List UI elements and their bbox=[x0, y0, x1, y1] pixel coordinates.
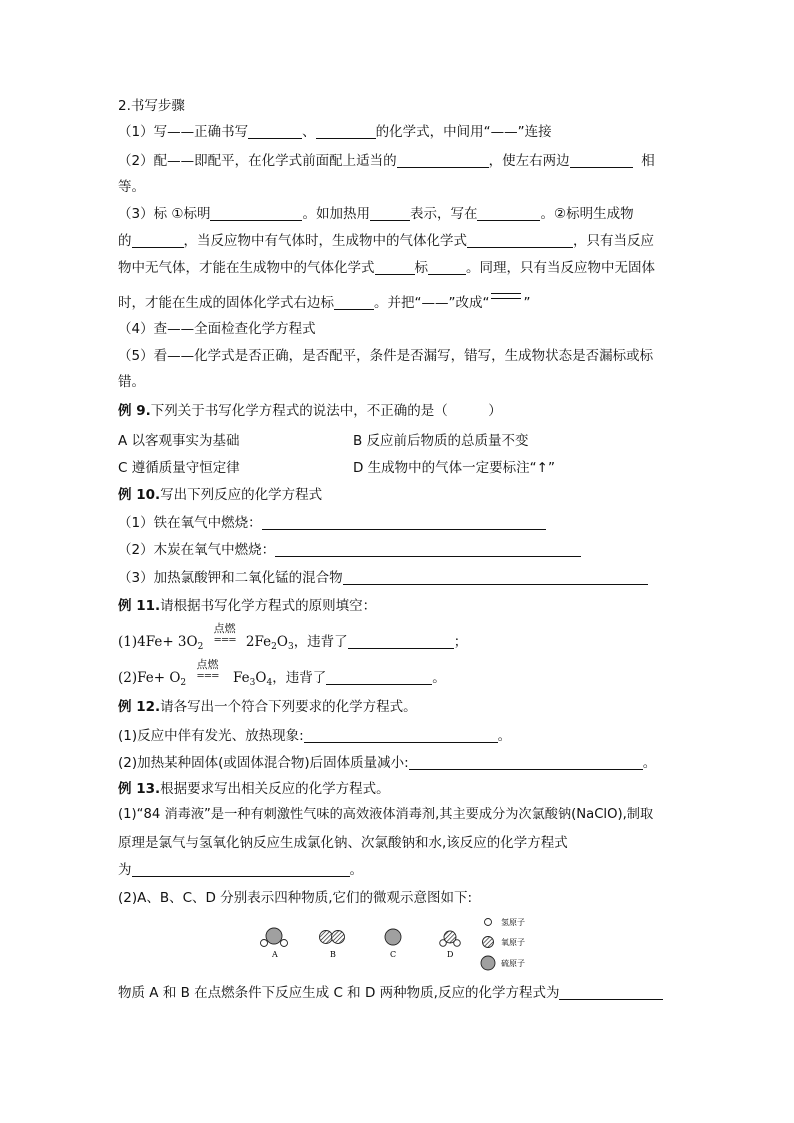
equation-2-product: Fe bbox=[233, 670, 250, 686]
example-13-question bbox=[118, 780, 390, 798]
legend-sulfur: 硫原子 bbox=[501, 959, 525, 968]
step-3-text-f: ，当反应物中有气体时，生成物中的气体化学式 bbox=[183, 233, 467, 249]
q1-end: ； bbox=[453, 634, 468, 650]
example-13-q1-line2: 原理是氯气与氢氧化钠反应生成氯化钠、次氯酸钠和水,该反应的化学方程式 bbox=[118, 835, 568, 851]
section-title: 2.书写步骤 bbox=[118, 98, 185, 114]
answer-blank[interactable] bbox=[343, 570, 648, 585]
example-13-label: 例 13. bbox=[118, 781, 161, 797]
step-2-text: （2）配——即配平，在化学式前面配上适当的 bbox=[118, 153, 397, 169]
hydrogen-legend-icon bbox=[485, 919, 492, 926]
answer-blank[interactable] bbox=[326, 670, 432, 685]
step-3-text-i: 标 bbox=[414, 260, 428, 276]
step-3-text-g: ，只有当反应 bbox=[573, 233, 654, 249]
step-2-line bbox=[118, 152, 655, 170]
option-b[interactable]: B 反应前后物质的总质量不变 bbox=[353, 433, 529, 449]
answer-blank[interactable] bbox=[132, 862, 350, 877]
blank[interactable] bbox=[370, 206, 410, 221]
molecule-c bbox=[385, 929, 401, 959]
example-13-q2-answer bbox=[118, 984, 663, 1002]
example-11-label: 例 11. bbox=[118, 598, 161, 614]
q1-end: 。 bbox=[349, 862, 363, 878]
blank[interactable] bbox=[248, 124, 302, 139]
q2-text: 物质 A 和 B 在点燃条件下反应生成 C 和 D 两种物质,反应的化学方程式为 bbox=[118, 985, 560, 1001]
blank[interactable] bbox=[477, 206, 540, 221]
subscript: 4 bbox=[266, 678, 273, 688]
step-1-sep: 、 bbox=[302, 124, 316, 140]
step-3-text: （3）标 ①标明 bbox=[118, 206, 211, 222]
q2-text: (2)加热某种固体(或固体混合物)后固体质量减小: bbox=[118, 755, 409, 771]
sulfur-atom bbox=[385, 929, 401, 945]
answer-blank[interactable] bbox=[262, 515, 546, 530]
ignition-condition bbox=[208, 622, 242, 648]
molecule-a bbox=[261, 928, 288, 959]
hydrogen-atom bbox=[281, 940, 288, 947]
blank[interactable] bbox=[334, 295, 374, 310]
example-11-question bbox=[118, 597, 376, 615]
condition-label: 点燃 bbox=[213, 622, 236, 635]
example-9-text: 下列关于书写化学方程式的说法中，不正确的是（ ） bbox=[150, 403, 502, 419]
step-3-text-e: 的 bbox=[118, 233, 132, 249]
answer-blank[interactable] bbox=[409, 755, 643, 770]
hydrogen-atom bbox=[261, 940, 268, 947]
q2-text: （2）木炭在氧气中燃烧： bbox=[118, 542, 276, 558]
label-b: B bbox=[330, 950, 336, 959]
example-13-q1-line1: (1)“84 消毒液”是一种有刺激性气味的高效液体消毒剂,其主要成分为次氯酸钠(NaClO),制取 bbox=[118, 807, 654, 822]
answer-blank[interactable] bbox=[275, 542, 581, 557]
step-1-text: （1）写——正确书写 bbox=[118, 124, 249, 140]
blank[interactable] bbox=[428, 260, 466, 275]
subscript: 3 bbox=[249, 678, 256, 688]
example-10-label: 例 10. bbox=[118, 487, 161, 503]
step-3-line bbox=[118, 205, 634, 223]
subscript: 2 bbox=[197, 642, 204, 652]
example-12-q1 bbox=[118, 727, 511, 745]
legend-oxygen: 氧原子 bbox=[501, 938, 525, 947]
answer-blank[interactable] bbox=[304, 728, 498, 743]
step-3-text-l: 。并把“——”改成“ bbox=[374, 295, 490, 311]
molecule-d bbox=[440, 931, 461, 959]
q1-text: （1）铁在氧气中燃烧： bbox=[118, 515, 262, 531]
step-3-line-3 bbox=[118, 259, 655, 277]
sulfur-atom bbox=[266, 928, 282, 944]
step-5-line: （5）看——化学式是否正确，是否配平，条件是否漏写，错写，生成物状态是否漏标或标 bbox=[118, 348, 654, 364]
example-11-text: 请根据书写化学方程式的原则填空： bbox=[160, 598, 377, 614]
subscript: 2 bbox=[180, 678, 187, 688]
step-2-line-2: 等。 bbox=[118, 179, 145, 195]
example-12-q2 bbox=[118, 754, 656, 772]
q1-tail: ，违背了 bbox=[293, 634, 348, 650]
equation-2-reactants: (2)Fe+ O bbox=[118, 670, 181, 686]
blank[interactable] bbox=[467, 233, 573, 248]
oxygen-legend-icon bbox=[483, 937, 494, 948]
ignition-condition bbox=[190, 658, 224, 684]
oxygen-atom bbox=[332, 931, 345, 944]
example-12-question bbox=[118, 698, 417, 716]
legend-hydrogen: 氢原子 bbox=[501, 918, 525, 927]
q2-end: 。 bbox=[642, 755, 657, 771]
equation-2-product-o: O bbox=[255, 670, 267, 686]
q2-end: 。 bbox=[432, 670, 446, 686]
step-3-text-c: 表示，写在 bbox=[409, 206, 478, 222]
blank[interactable] bbox=[375, 260, 415, 275]
blank[interactable] bbox=[132, 233, 184, 248]
step-3-text-d: 。②标明生成物 bbox=[540, 206, 634, 222]
q1-end: 。 bbox=[497, 728, 512, 744]
label-a: A bbox=[272, 950, 278, 959]
equals-bars: === bbox=[196, 671, 219, 682]
equals-bars: === bbox=[213, 635, 236, 646]
subscript: 3 bbox=[287, 642, 294, 652]
step-3-text-b: 。如加热用 bbox=[302, 206, 370, 222]
example-10-q1 bbox=[118, 514, 546, 532]
example-13-text: 根据要求写出相关反应的化学方程式。 bbox=[160, 781, 390, 797]
condition-label: 点燃 bbox=[196, 658, 219, 671]
answer-blank[interactable] bbox=[559, 985, 663, 1000]
equation-1-product: 2Fe bbox=[245, 634, 272, 650]
example-10-q2 bbox=[118, 541, 581, 559]
option-d[interactable]: D 生成物中的气体一定要标注“↑” bbox=[353, 460, 555, 476]
equation-1-product-o: O bbox=[276, 634, 288, 650]
step-2-mid: ，使左右两边 bbox=[488, 153, 570, 169]
example-9-label: 例 9. bbox=[118, 403, 151, 419]
example-10-question bbox=[118, 486, 322, 504]
q3-text: （3）加热氯酸钾和二氧化锰的混合物 bbox=[118, 570, 343, 586]
step-3-text-h: 物中无气体，才能在生成物中的气体化学式 bbox=[118, 260, 375, 276]
blank[interactable] bbox=[210, 206, 302, 221]
example-13-q1-line3 bbox=[118, 861, 363, 879]
q2-tail: ，违背了 bbox=[272, 670, 327, 686]
step-3-text-k: 时，才能在生成的固体化学式右边标 bbox=[118, 295, 334, 311]
blank[interactable] bbox=[316, 124, 376, 139]
example-11-q2 bbox=[118, 658, 446, 692]
step-3-line-4 bbox=[118, 293, 530, 312]
step-1-line bbox=[118, 123, 552, 141]
example-10-q3 bbox=[118, 569, 648, 587]
molecule-diagram bbox=[250, 913, 550, 975]
double-line-symbol bbox=[491, 293, 521, 299]
step-3-text-j: 。同理，只有当反应物中无固体 bbox=[466, 260, 655, 276]
option-a[interactable]: A 以客观事实为基础 bbox=[118, 433, 240, 449]
step-4-line: （4）查——全面检查化学方程式 bbox=[118, 321, 316, 337]
answer-blank[interactable] bbox=[348, 634, 454, 649]
q1-text: (1)反应中伴有发光、放热现象: bbox=[118, 728, 304, 744]
blank[interactable] bbox=[397, 153, 489, 168]
step-1-text-end: 的化学式，中间用“——”连接 bbox=[375, 124, 552, 140]
label-c: C bbox=[390, 950, 397, 959]
q1-text: 为 bbox=[118, 862, 132, 878]
label-d: D bbox=[447, 950, 454, 959]
step-5-line-2: 错。 bbox=[118, 374, 145, 390]
example-13-q2: (2)A、B、C、D 分别表示四种物质,它们的微观示意图如下: bbox=[118, 890, 473, 906]
diagram-legend bbox=[481, 917, 525, 970]
example-12-label: 例 12. bbox=[118, 699, 161, 715]
molecule-b bbox=[320, 931, 345, 960]
step-2-end: 相 bbox=[641, 153, 655, 169]
option-c[interactable]: C 遵循质量守恒定律 bbox=[118, 460, 240, 476]
blank[interactable] bbox=[570, 153, 633, 168]
example-11-q1 bbox=[118, 622, 468, 656]
example-9-question bbox=[118, 402, 502, 420]
step-3-text-m: ” bbox=[523, 295, 531, 311]
equation-1-reactants: (1)4Fe+ 3O bbox=[118, 634, 198, 650]
sulfur-legend-icon bbox=[481, 956, 495, 970]
step-3-line-2 bbox=[118, 232, 654, 250]
subscript: 2 bbox=[271, 642, 277, 652]
example-10-text: 写出下列反应的化学方程式 bbox=[160, 487, 323, 503]
oxygen-atom bbox=[444, 931, 456, 943]
oxygen-atom bbox=[320, 931, 333, 944]
example-12-text: 请各写出一个符合下列要求的化学方程式。 bbox=[160, 699, 417, 715]
